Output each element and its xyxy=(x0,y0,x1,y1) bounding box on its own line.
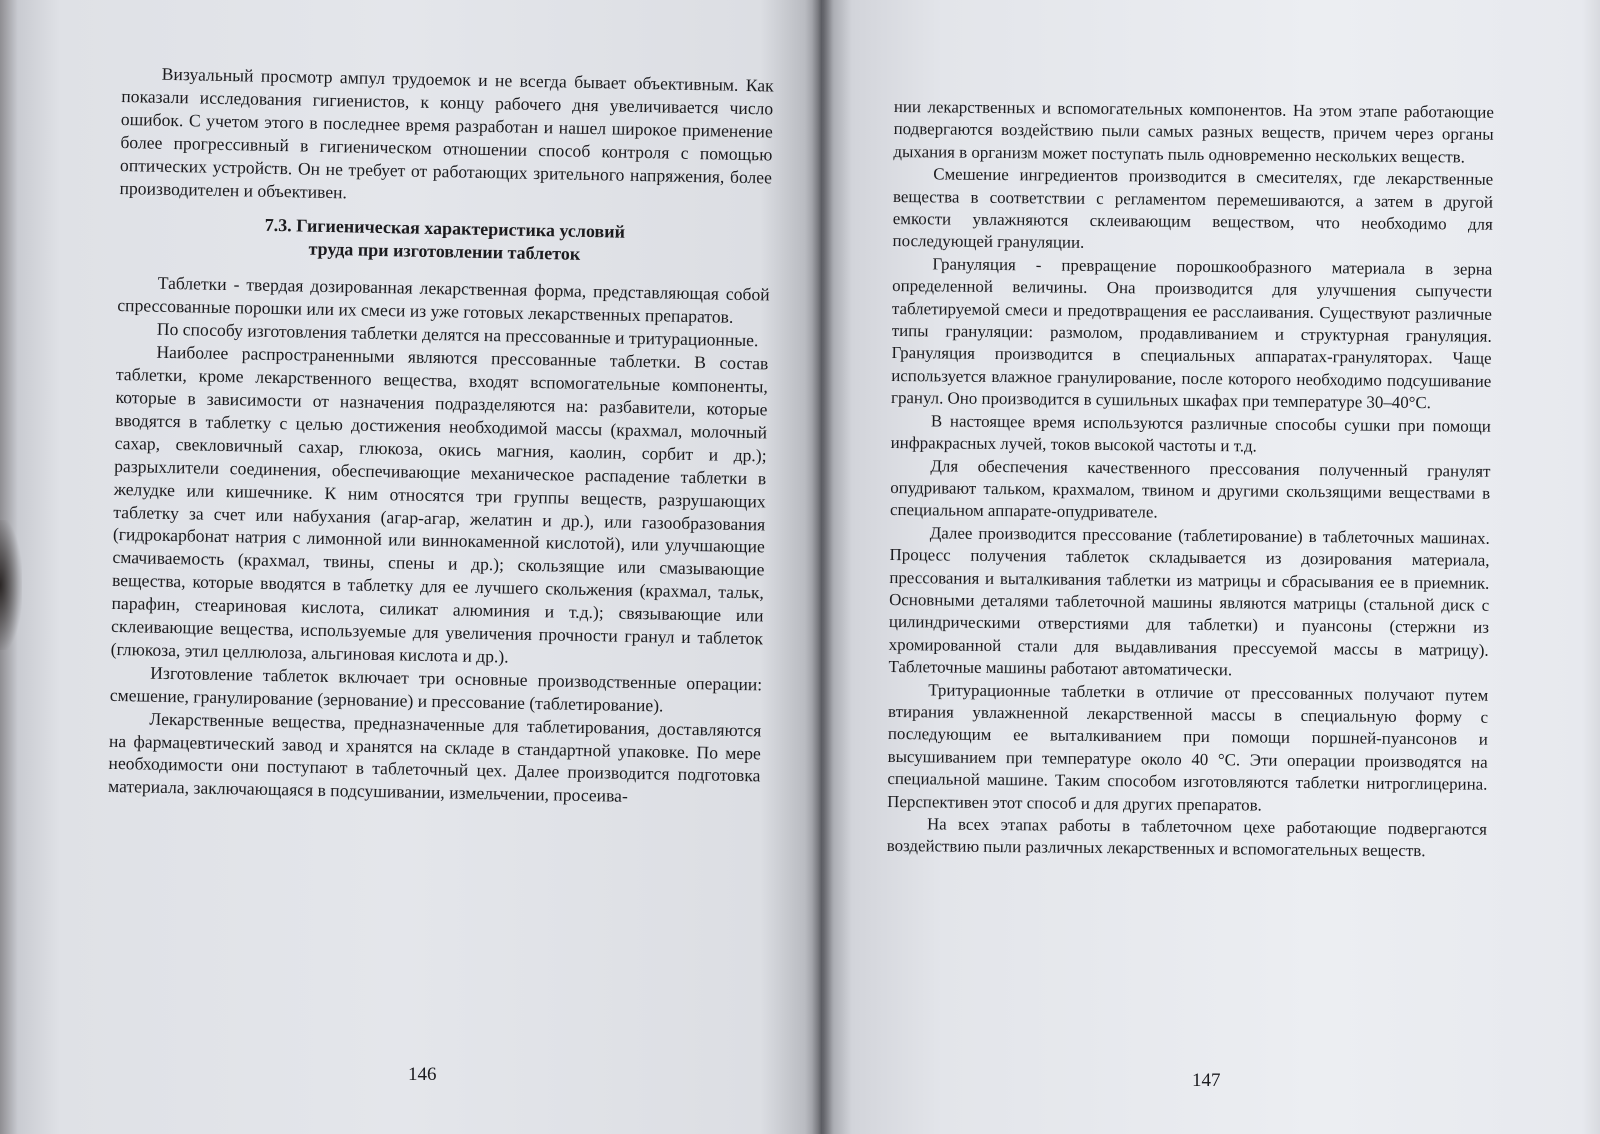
paragraph: Тритурационные таблетки в отличие от прессованных получают путем втирания увлажненной лекарственной массы в специальную форму с последующим ее выталкиванием при помощи поршней-пуансонов и высушиванием при температуре около 40 °С. Эти операции производятся на специальной машине. Таким способом изготовляются таблетки нитроглицерина. Перспективен этот способ и для других препаратов. xyxy=(887,679,1489,815)
paragraph: нии лекарственных и вспомогательных компонентов. На этом этапе работающие подвергаются воздействию пыли самых разных веществ, причем через органы дыхания в организм может поступать пыль одновременно нескольких веществ. xyxy=(893,96,1494,167)
paragraph: По способу изготовления таблетки делятся на прессованные и тритурационные. xyxy=(156,318,759,351)
paragraph: Для обеспечения качественного прессования полученный гранулят опудривают тальком, крахмалом, твином и другими скользящими веществами в специальном аппарате-опудривателе. xyxy=(889,455,1491,522)
paragraph: Изготовление таблеток включает три основные производственные операции: смешение, гранулирование (зернование) и прессование (таблетирование). xyxy=(109,662,763,716)
page-number-left: 146 xyxy=(408,1064,437,1085)
paragraph: Наиболее распространенными являются прессованные таблетки. В состав таблетки, кроме лекарственного вещества, входят вспомогательные компоненты, которые в зависимости от назначения подразделяются на: разбавители, которые вводятся в таблетку с целью достижения необходимой массы (крахмал, молочный сахар, свекловичный сахар, глюкоза, окись магния, каолин, сорбит и др.); разрыхлители соединения, обеспечивающие механическое распадение таблетки в желудке или кишечнике. К ним относятся три группы веществ, разрушающих таблетку за счет или набухания (агар-агар, желатин и др.), или газообразования (гидрокарбонат натрия с лимонной или виннокаменной кислотой), или улучшающие смачиваемость (крахмал, твины, спены и др.); скользящие или смазывающие вещества, которые вводятся в таблетку для ее лучшего скольжения (крахмал, тальк, парафин, стеариновая кислота, силикат алюминия и т.д.); связывающие или склеивающие вещества, используемые для увеличения прочности гранул и таблеток (глюкоза, этил целлюлоза, альгиновая кислота и др.). xyxy=(110,341,769,667)
paragraph: Смешение ингредиентов производится в смесителях, где лекарственные вещества в соответствии с регламентом перемешиваются, а затем в другой емкости увлажняются склеивающим веществом, что необходимо для последующей грануляции. xyxy=(892,164,1494,253)
page-number-right: 147 xyxy=(1192,1070,1221,1091)
paragraph: Далее производится прессование (таблетирование) в таблеточных машинах. Процесс получения таблеток складывается из дозирования материала, прессования и выталкивания таблетки из матрицы и сбрасывания ее в приемник. Основными деталями таблеточной машины являются матрицы (стальной диск с цилиндрическими отверстиями для таблетки) и пуансоны (стержни из хромированной стали для выдавливания прессуемой массы в матрицу). Таблеточные машины работают автоматически. xyxy=(888,523,1490,680)
section-heading-line: 7.3. Гигиеническая характеристика условий xyxy=(264,215,626,243)
left-page-text xyxy=(108,62,774,811)
paragraph: В настоящее время используются различные способы сушки при помощи инфракрасных лучей, токов высокой частоты и т.д. xyxy=(890,411,1491,456)
book-gutter xyxy=(812,0,834,1134)
right-page xyxy=(822,0,1600,1134)
section-heading-line: труда при изготовлении таблеток xyxy=(308,239,581,265)
paragraph: Визуальный просмотр ампул трудоемок и не всегда бывает объективным. Как показали исследования гигиенистов, к концу рабочего дня увеличивается число ошибок. С учетом этого в последнее время разработан и нашел широкое применение более прогрессивный в гигиеническом отношении способ контроля с помощью оптических устройств. Он не требует от работающих зрительного напряжения, более производителен и объективен. xyxy=(119,63,774,202)
section-heading xyxy=(118,211,771,270)
right-page-text xyxy=(887,96,1494,864)
paragraph: Лекарственные вещества, предназначенные для таблетирования, доставляются на фармацевтический завод и хранятся на складе в стандартной упаковке. По мере необходимости они поступают в таблеточный цех. Далее производится подготовка материала, заключающаяся в подсушивании, измельчении, просеива- xyxy=(107,708,762,807)
thumb-shadow xyxy=(0,520,22,650)
paragraph: На всех этапах работы в таблеточном цехе работающие подвергаются воздействию пыли различных лекарственных и вспомогательных веществ. xyxy=(886,814,1488,861)
paragraph: Грануляция - превращение порошкообразного материала в зерна определенной величины. Она производится для улучшения сыпучести таблетируемой смеси и предотвращения ее расслаивания. Существуют различные типы грануляции: размолом, продавливанием и структурная грануляция. Грануляция производится в специальных аппаратах-грануляторах. Чаще используется влажное гранулирование, после которого необходимо подсушивание гранул. Оно производится в сушильных шкафах при температуре 30–40°С. xyxy=(891,254,1493,413)
paragraph: Таблетки - твердая дозированная лекарственная форма, представляющая собой спрессованные порошки или их смеси из уже готовых лекарственных препаратов. xyxy=(117,273,770,328)
